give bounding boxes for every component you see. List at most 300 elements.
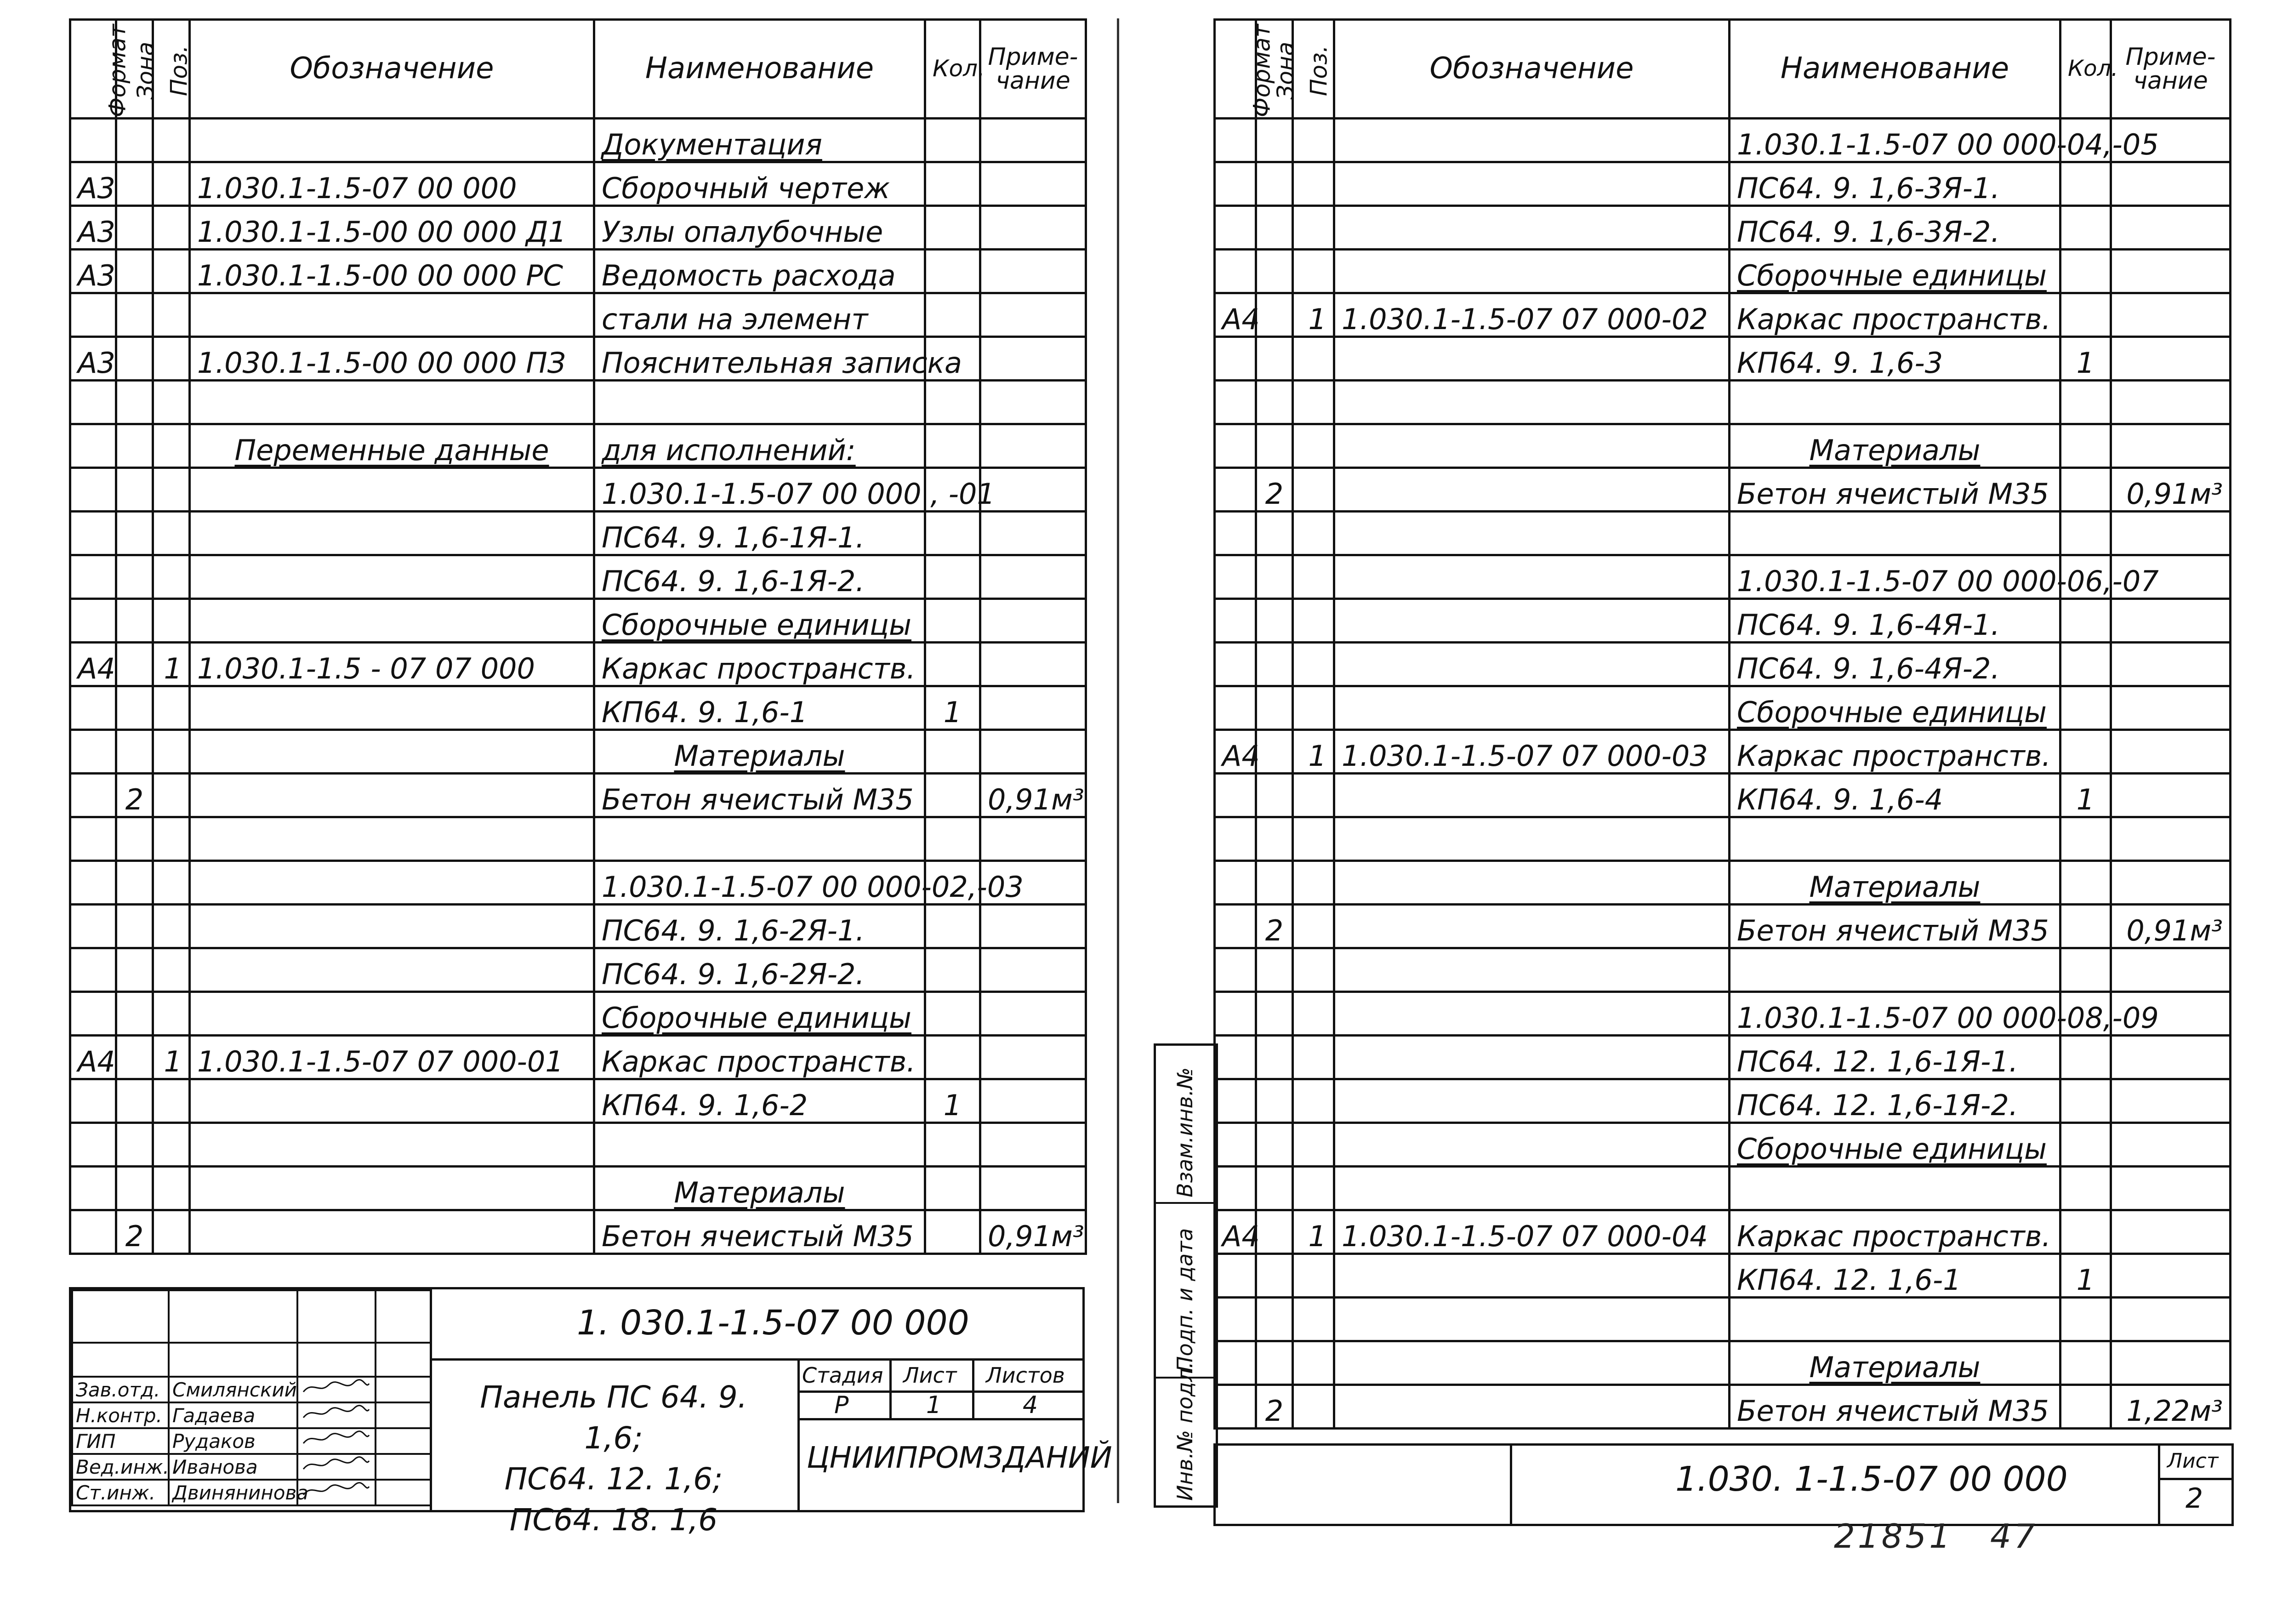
zone-cell <box>1256 250 1293 293</box>
table-row <box>1215 1167 2231 1210</box>
note-cell <box>2111 293 2231 337</box>
zone-cell <box>116 119 153 162</box>
note-cell <box>2111 1036 2231 1079</box>
pos-cell <box>153 337 190 381</box>
product-title-line1: Панель ПС 64. 9. 1,6; <box>480 1379 747 1456</box>
format-cell <box>1215 1254 1256 1298</box>
designation-cell <box>1334 686 1730 730</box>
note-cell <box>2111 337 2231 381</box>
product-title-line3: ПС64. 18. 1,6 <box>509 1502 718 1538</box>
pos-cell: 1 <box>1293 1210 1334 1254</box>
format-cell <box>70 424 116 468</box>
designation-cell <box>1334 1385 1730 1429</box>
zone-cell: 2 <box>116 1210 153 1254</box>
qty-cell <box>2060 1079 2111 1123</box>
note-cell <box>2111 162 2231 206</box>
pos-cell <box>1293 1298 1334 1341</box>
pos-cell <box>1293 1254 1334 1298</box>
pos-cell <box>1293 512 1334 555</box>
signatory-role: Зав.отд. <box>72 1377 169 1402</box>
qty-cell <box>2060 861 2111 905</box>
pos-cell <box>1293 337 1334 381</box>
format-cell <box>70 905 116 948</box>
note-cell <box>2111 599 2231 643</box>
note-cell <box>980 1123 1086 1167</box>
pos-cell: 1 <box>153 1036 190 1079</box>
pos-cell: 1 <box>153 643 190 686</box>
designation-cell <box>1334 861 1730 905</box>
table-row <box>70 119 1086 162</box>
zone-cell <box>1256 512 1293 555</box>
name-cell <box>1730 948 2060 992</box>
format-cell <box>70 1079 116 1123</box>
zone-cell <box>1256 774 1293 817</box>
qty-cell <box>925 119 980 162</box>
table-row <box>1215 555 2231 599</box>
designation-cell: Переменные данные <box>190 424 594 468</box>
table-row <box>1215 206 2231 250</box>
note-cell <box>980 905 1086 948</box>
format-cell <box>1215 337 1256 381</box>
zone-cell <box>1256 1298 1293 1341</box>
signatory-name: Гадаева <box>169 1402 297 1428</box>
stage-label: Стадия <box>802 1363 883 1388</box>
zone-cell <box>1256 817 1293 861</box>
zone-cell <box>116 337 153 381</box>
format-cell <box>1215 774 1256 817</box>
designation-cell: 1.030.1-1.5-00 00 000 Д1 <box>190 206 594 250</box>
pos-cell <box>1293 1079 1334 1123</box>
pos-cell <box>1293 250 1334 293</box>
qty-cell <box>2060 468 2111 512</box>
name-cell: ПС64. 9. 1,6-1Я-1. <box>594 512 925 555</box>
note-cell <box>2111 206 2231 250</box>
name-cell: Сборочные единицы <box>594 992 925 1036</box>
designation-cell <box>1334 555 1730 599</box>
format-cell <box>1215 512 1256 555</box>
header-zone: Зона <box>116 20 153 119</box>
qty-cell <box>2060 206 2111 250</box>
format-cell: А4 <box>70 1036 116 1079</box>
format-cell <box>1215 599 1256 643</box>
zone-cell <box>1256 686 1293 730</box>
sheet-number: 2 <box>2186 1482 2203 1515</box>
zone-cell <box>116 250 153 293</box>
format-cell <box>1215 468 1256 512</box>
zone-cell <box>1256 555 1293 599</box>
designation-cell <box>1334 1036 1730 1079</box>
format-cell <box>70 512 116 555</box>
table-row <box>70 206 1086 250</box>
table-row <box>1215 1385 2231 1429</box>
pos-cell <box>1293 774 1334 817</box>
qty-cell <box>2060 948 2111 992</box>
qty-cell <box>2060 599 2111 643</box>
pos-cell <box>1293 861 1334 905</box>
header-zone: Зона <box>1256 20 1293 119</box>
name-cell: ПС64. 9. 1,6-4Я-2. <box>1730 643 2060 686</box>
note-cell <box>2111 512 2231 555</box>
zone-cell <box>116 555 153 599</box>
name-cell: 1.030.1-1.5-07 00 000-08,-09 <box>1730 992 2060 1036</box>
format-cell <box>1215 992 1256 1036</box>
pos-cell <box>153 599 190 643</box>
signature-mark <box>297 1402 376 1428</box>
name-cell: Сборочные единицы <box>1730 1123 2060 1167</box>
format-cell <box>1215 1036 1256 1079</box>
name-cell: 1.030.1-1.5-07 00 000-02,-03 <box>594 861 925 905</box>
drawing-code: 1. 030.1-1.5-07 00 000 <box>577 1303 969 1343</box>
designation-cell: 1.030.1-1.5-07 00 000 <box>190 162 594 206</box>
zone-cell <box>116 992 153 1036</box>
name-cell: Пояснительная записка <box>594 337 925 381</box>
date-cell <box>376 1454 431 1480</box>
sheet-label: Лист <box>2167 1449 2219 1473</box>
name-cell: Материалы <box>594 730 925 774</box>
designation-cell <box>1334 206 1730 250</box>
format-cell <box>70 1123 116 1167</box>
pos-cell <box>1293 206 1334 250</box>
signatory-name: Рудаков <box>169 1428 297 1454</box>
designation-cell <box>190 774 594 817</box>
qty-cell <box>925 730 980 774</box>
table-row <box>1215 992 2231 1036</box>
sign-date-label: Подп. и дата <box>1172 1228 1197 1372</box>
zone-cell <box>116 468 153 512</box>
name-cell: Каркас пространств. <box>1730 730 2060 774</box>
zone-cell <box>116 643 153 686</box>
qty-cell <box>2060 1123 2111 1167</box>
qty-cell: 1 <box>2060 774 2111 817</box>
note-cell <box>2111 817 2231 861</box>
organization: ЦНИИПРОМЗДАНИЙ <box>807 1441 1112 1475</box>
designation-cell <box>1334 774 1730 817</box>
designation-cell <box>1334 337 1730 381</box>
pos-cell <box>153 162 190 206</box>
table-row <box>1215 1341 2231 1385</box>
zone-cell <box>1256 599 1293 643</box>
name-cell: КП64. 9. 1,6-4 <box>1730 774 2060 817</box>
format-cell <box>1215 250 1256 293</box>
designation-cell <box>190 905 594 948</box>
pos-cell <box>1293 905 1334 948</box>
note-cell <box>2111 686 2231 730</box>
note-cell <box>980 817 1086 861</box>
table-row <box>70 424 1086 468</box>
table-row <box>1215 643 2231 686</box>
pos-cell <box>153 686 190 730</box>
qty-cell <box>925 905 980 948</box>
note-cell <box>980 599 1086 643</box>
zone-cell <box>116 599 153 643</box>
qty-cell <box>925 555 980 599</box>
table-row <box>70 555 1086 599</box>
note-cell <box>2111 948 2231 992</box>
designation-cell: 1.030.1-1.5-07 07 000-04 <box>1334 1210 1730 1254</box>
format-cell <box>1215 1341 1256 1385</box>
format-cell: А3 <box>70 250 116 293</box>
name-cell: Каркас пространств. <box>594 643 925 686</box>
table-row <box>1215 1254 2231 1298</box>
name-cell: 1.030.1-1.5-07 00 000-04,-05 <box>1730 119 2060 162</box>
date-cell <box>376 1377 431 1402</box>
note-cell <box>980 250 1086 293</box>
format-cell <box>70 1210 116 1254</box>
format-cell <box>1215 424 1256 468</box>
right-title-block <box>1213 1443 2234 1526</box>
sign-date-cell <box>1156 1202 1216 1379</box>
table-row <box>1215 817 2231 861</box>
table-row <box>1215 774 2231 817</box>
format-cell: А3 <box>70 337 116 381</box>
pos-cell <box>1293 162 1334 206</box>
table-header <box>70 20 1086 119</box>
zone-cell: 2 <box>1256 905 1293 948</box>
note-cell: 0,91м³ <box>980 1210 1086 1254</box>
pos-cell <box>1293 948 1334 992</box>
name-cell: Узлы опалубочные <box>594 206 925 250</box>
zone-cell <box>1256 381 1293 424</box>
note-cell <box>980 206 1086 250</box>
zone-cell <box>116 861 153 905</box>
product-title-line2: ПС64. 12. 1,6; <box>504 1461 723 1497</box>
zone-cell <box>1256 1123 1293 1167</box>
pos-cell <box>1293 1036 1334 1079</box>
signatory-role: Ст.инж. <box>72 1480 169 1505</box>
sheet-value: 1 <box>926 1391 942 1419</box>
format-cell <box>1215 686 1256 730</box>
note-cell <box>2111 381 2231 424</box>
name-cell: Бетон ячеистый М35 <box>594 1210 925 1254</box>
qty-cell <box>2060 1036 2111 1079</box>
qty-cell <box>2060 512 2111 555</box>
format-cell <box>1215 119 1256 162</box>
qty-cell <box>925 162 980 206</box>
pos-cell <box>153 119 190 162</box>
designation-cell <box>190 1210 594 1254</box>
name-cell: Ведомость расхода <box>594 250 925 293</box>
format-cell <box>1215 1167 1256 1210</box>
table-row <box>1215 381 2231 424</box>
name-cell: Сборочные единицы <box>1730 686 2060 730</box>
note-cell <box>2111 1210 2231 1254</box>
name-cell: ПС64. 9. 1,6-4Я-1. <box>1730 599 2060 643</box>
note-cell <box>980 948 1086 992</box>
pos-cell <box>1293 1167 1334 1210</box>
format-cell: А4 <box>70 643 116 686</box>
signature-scribble <box>301 1378 370 1396</box>
qty-cell <box>925 512 980 555</box>
designation-cell <box>190 555 594 599</box>
pos-cell <box>153 774 190 817</box>
designation-cell <box>1334 381 1730 424</box>
zone-cell: 2 <box>116 774 153 817</box>
zone-cell <box>1256 1079 1293 1123</box>
designation-cell <box>190 1167 594 1210</box>
designation-cell: 1.030.1-1.5-00 00 000 ПЗ <box>190 337 594 381</box>
name-cell: КП64. 9. 1,6-2 <box>594 1079 925 1123</box>
designation-cell <box>1334 468 1730 512</box>
signatory-row <box>72 1402 431 1428</box>
note-cell <box>980 992 1086 1036</box>
name-cell: 1.030.1-1.5-07 00 000 , -01 <box>594 468 925 512</box>
qty-cell <box>2060 424 2111 468</box>
format-cell <box>1215 948 1256 992</box>
signature-scribble <box>301 1430 370 1448</box>
header-designation: Обозначение <box>190 20 594 119</box>
signatory-row <box>72 1428 431 1454</box>
name-cell: Каркас пространств. <box>1730 1210 2060 1254</box>
pos-cell <box>153 861 190 905</box>
qty-cell: 1 <box>925 1079 980 1123</box>
signature-mark <box>297 1428 376 1454</box>
qty-cell <box>925 1036 980 1079</box>
qty-cell <box>2060 905 2111 948</box>
name-cell: Сборочные единицы <box>1730 250 2060 293</box>
qty-cell <box>2060 162 2111 206</box>
inv-replace-label: Взам.инв.№ <box>1172 1067 1197 1197</box>
format-cell <box>70 992 116 1036</box>
name-cell: ПС64. 9. 1,6-1Я-2. <box>594 555 925 599</box>
name-cell: Бетон ячеистый М35 <box>1730 905 2060 948</box>
name-cell: ПС64. 9. 1,6-2Я-1. <box>594 905 925 948</box>
zone-cell <box>116 905 153 948</box>
designation-cell <box>190 599 594 643</box>
date-cell <box>376 1402 431 1428</box>
format-cell <box>70 774 116 817</box>
table-row <box>70 861 1086 905</box>
qty-cell <box>925 774 980 817</box>
margin-stamp <box>1154 1043 1218 1508</box>
table-row <box>70 1079 1086 1123</box>
name-cell: Материалы <box>594 1167 925 1210</box>
qty-cell <box>2060 643 2111 686</box>
qty-cell <box>925 381 980 424</box>
right-spec-table <box>1213 18 2231 1430</box>
format-cell <box>70 948 116 992</box>
note-cell <box>980 686 1086 730</box>
table-row <box>70 817 1086 861</box>
name-cell <box>1730 1298 2060 1341</box>
zone-cell <box>1256 1167 1293 1210</box>
left-title-block <box>69 1287 1112 1538</box>
pos-cell <box>1293 468 1334 512</box>
zone-cell <box>1256 643 1293 686</box>
note-cell <box>980 424 1086 468</box>
drawing-code: 1.030. 1-1.5-07 00 000 <box>1675 1459 2068 1499</box>
zone-cell <box>116 1079 153 1123</box>
format-cell <box>70 119 116 162</box>
note-cell <box>2111 424 2231 468</box>
name-cell: Документация <box>594 119 925 162</box>
name-cell: Материалы <box>1730 1341 2060 1385</box>
pos-cell <box>1293 599 1334 643</box>
zone-cell <box>1256 206 1293 250</box>
table-row <box>1215 293 2231 337</box>
note-cell <box>2111 861 2231 905</box>
sheets-label: Листов <box>986 1363 1065 1388</box>
note-cell <box>980 555 1086 599</box>
pos-cell <box>153 293 190 337</box>
header-pos: Поз. <box>1293 20 1334 119</box>
signatory-role: Н.контр. <box>72 1402 169 1428</box>
format-cell: А4 <box>1215 730 1256 774</box>
zone-cell <box>1256 992 1293 1036</box>
name-cell: ПС64. 12. 1,6-1Я-1. <box>1730 1036 2060 1079</box>
table-row <box>1215 905 2231 948</box>
name-cell <box>1730 817 2060 861</box>
pos-cell <box>153 468 190 512</box>
zone-cell <box>1256 1254 1293 1298</box>
zone-cell <box>116 512 153 555</box>
pos-cell <box>153 948 190 992</box>
designation-cell <box>1334 250 1730 293</box>
designation-cell: 1.030.1-1.5-07 07 000-03 <box>1334 730 1730 774</box>
pos-cell: 1 <box>1293 293 1334 337</box>
format-cell <box>1215 555 1256 599</box>
pos-cell <box>153 1123 190 1167</box>
pos-cell <box>1293 424 1334 468</box>
table-row <box>1215 599 2231 643</box>
qty-cell <box>925 643 980 686</box>
format-cell <box>70 861 116 905</box>
table-row <box>70 686 1086 730</box>
signature-scribble <box>301 1455 370 1474</box>
table-row <box>1215 1210 2231 1254</box>
signature-scribble <box>301 1481 370 1499</box>
pos-cell <box>153 992 190 1036</box>
table-row <box>1215 686 2231 730</box>
zone-cell <box>116 1036 153 1079</box>
signature-mark <box>297 1480 376 1505</box>
zone-cell <box>116 730 153 774</box>
pos-cell <box>153 817 190 861</box>
name-cell: Сборочные единицы <box>594 599 925 643</box>
qty-cell <box>925 817 980 861</box>
zone-cell <box>116 686 153 730</box>
table-row <box>1215 1298 2231 1341</box>
pos-cell <box>153 1079 190 1123</box>
qty-cell <box>2060 1167 2111 1210</box>
left-spec-table-wrapper <box>69 18 1085 1255</box>
designation-cell <box>1334 948 1730 992</box>
pos-cell <box>1293 381 1334 424</box>
table-row <box>70 293 1086 337</box>
name-cell <box>1730 1167 2060 1210</box>
qty-cell <box>925 992 980 1036</box>
table-row <box>70 774 1086 817</box>
date-cell <box>376 1480 431 1505</box>
table-row <box>70 1036 1086 1079</box>
note-cell <box>2111 774 2231 817</box>
page-divider <box>1117 18 1119 1503</box>
inv-orig-label: Инв.№ подл. <box>1172 1362 1197 1501</box>
zone-cell <box>1256 424 1293 468</box>
zone-cell <box>1256 861 1293 905</box>
name-cell: КП64. 9. 1,6-3 <box>1730 337 2060 381</box>
table-row <box>70 1210 1086 1254</box>
format-cell: А3 <box>70 206 116 250</box>
format-cell <box>70 817 116 861</box>
pos-cell <box>153 1167 190 1210</box>
table-row <box>1215 424 2231 468</box>
zone-cell <box>116 424 153 468</box>
pos-cell <box>1293 643 1334 686</box>
note-cell <box>980 119 1086 162</box>
note-cell <box>2111 1254 2231 1298</box>
header-note: Приме-чание <box>980 20 1086 119</box>
zone-cell <box>1256 1210 1293 1254</box>
